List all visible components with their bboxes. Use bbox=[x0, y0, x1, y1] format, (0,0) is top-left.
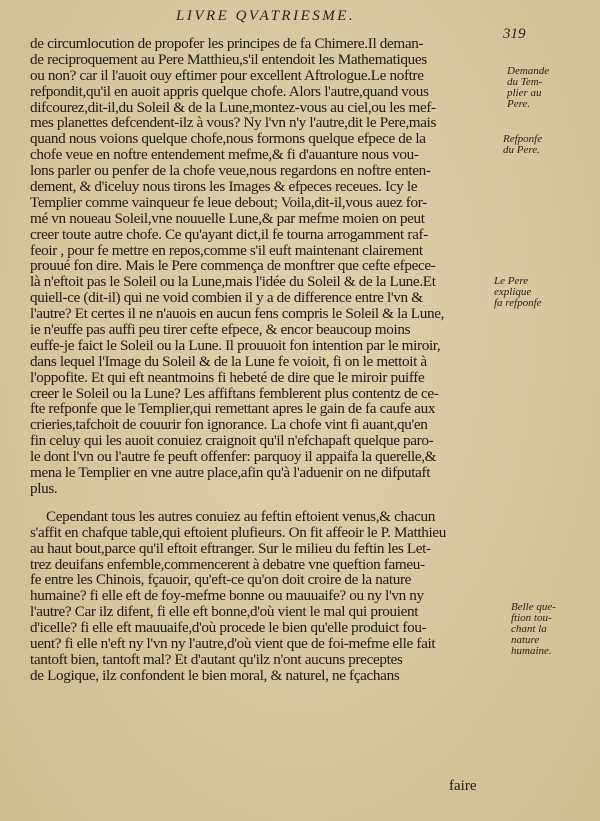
text-line: ie n'euffe pas auffi peu tirer cefte efpece, & encor beaucoup moins bbox=[30, 322, 411, 338]
running-head-title: LIVRE QVATRIESME. bbox=[176, 8, 356, 24]
text-line: creer toute autre chofe. Ce qu'ayant dict,il fe tourna arrogamment raf- bbox=[30, 226, 428, 243]
text-line: dans lequel l'Image du Soleil & de la Lune fe voioit, fi on le mettoit à bbox=[30, 353, 427, 370]
text-line: là n'eftoit pas le Soleil ou la Lune,mais l'idée du Soleil & de la Lune.Et bbox=[30, 274, 436, 291]
text-line: Templier comme vainqueur fe leue debout; Voila,dit-il,vous auez for- bbox=[30, 194, 427, 211]
text-line: fin celuy qui les auoit conuiez craignoit qu'il n'efchapaft quelque paro- bbox=[30, 433, 434, 450]
body-text bbox=[30, 36, 502, 684]
text-line: refpondit,qu'il en auoit appris quelque chofe. Alors l'autre,quand vous bbox=[30, 83, 429, 100]
text-line: humaine? fi elle eft de foy-mefme bonne ou mauuaife? ou ny l'vn ny bbox=[30, 588, 424, 605]
margin-note-line: chant la bbox=[511, 623, 547, 635]
margin-note-line: plier au bbox=[507, 87, 542, 99]
text-line bbox=[30, 497, 502, 509]
margin-note-line: ftion tou- bbox=[511, 612, 552, 624]
text-line: lons parler ou penfer de la chofe veue,nous regardons en noftre enten- bbox=[30, 163, 431, 180]
margin-note-line: Pere. bbox=[507, 98, 531, 110]
text-line: de Logique, ilz confondent le bien moral, & naturel, ne fçachans bbox=[30, 667, 400, 684]
text-line: dement, & d'iceluy nous tirons les Images & efpeces receues. Icy le bbox=[30, 179, 418, 195]
text-line: de reciproquement au Pere Matthieu,s'il entendoit les Mathematiques bbox=[30, 51, 427, 68]
text-line: l'autre? Et certes il ne n'auois en aucun fens compris le Soleil & la Lune, bbox=[30, 306, 445, 323]
text-line: quand nous voions quelque chofe,nous formons quelque efpece de la bbox=[30, 131, 426, 148]
text-line: mé vn noueau Soleil,vne nouuelle Lune,& par mefme moien on peut bbox=[30, 210, 425, 227]
margin-note bbox=[511, 602, 556, 657]
text-line: difcourez,dit-il,du Soleil & de la Lune,montez-vous au ciel,ou les mef- bbox=[30, 99, 436, 116]
text-line: de circumlocution de propofer les principes de fa Chimere.Il deman- bbox=[30, 36, 424, 52]
text-line: au haut bout,parce qu'il eftoit eftranger. Sur le milieu du feftin les Let- bbox=[30, 540, 431, 557]
text-line: feoir , pour fe mettre en repos,comme s'il euft maintenant clairement bbox=[30, 242, 423, 259]
text-line: ou non? car il l'auoit ouy eftimer pour excellent Aftrologue.Le noftre bbox=[30, 67, 424, 84]
margin-note-line: Belle que- bbox=[511, 601, 556, 613]
text-line: uent? fi elle n'eft ny l'vn ny l'autre,d'où vient que de foi-mefme elle fait bbox=[30, 635, 436, 652]
text-line: euffe-je faict le Soleil ou la Lune. Il prouuoit fon intention par le miroir, bbox=[30, 337, 441, 354]
margin-note bbox=[503, 134, 542, 156]
text-line: mena le Templier en vne autre place,afin qu'à l'aduenir on ne difputaft bbox=[30, 465, 431, 481]
margin-note-line: fa refponfe bbox=[494, 297, 542, 309]
margin-note-line: Refponfe bbox=[503, 133, 543, 145]
text-line: l'autre? Car ilz difent, fi elle eft bonne,d'où vient le mal qui prouient bbox=[30, 604, 419, 621]
text-line: prouué fon dire. Mais le Pere commença de monftrer que cefte efpece- bbox=[30, 258, 436, 275]
text-line: tantoft bien, tantoft mal? Et d'autant qu'ilz n'ont aucuns preceptes bbox=[30, 651, 403, 668]
text-line: d'icelle? fi elle eft mauuaife,d'où procede le bien qu'elle produict fou- bbox=[30, 620, 427, 636]
text-line: plus. bbox=[30, 480, 58, 497]
text-line: fe entre les Chinois, fçauoir, qu'eft-ce qu'on doit croire de la nature bbox=[30, 572, 412, 589]
text-line: creer le Soleil ou la Lune? Les affiftans femblerent plus contentz de ce- bbox=[30, 385, 439, 402]
text-line: Cependant tous les autres conuiez au feftin eftoient venus,& chacun bbox=[46, 508, 436, 525]
text-line: fte refponfe que le Templier,qui remettant apres le gain de fa caufe aux bbox=[30, 401, 436, 418]
text-line: trez deuifans enfemble,commencerent à debatre vne queftion fameu- bbox=[30, 556, 425, 573]
text-line: crieries,tafchoit de couurir fon ignorance. La chofe vint fi auant,qu'en bbox=[30, 417, 428, 434]
margin-note-line: nature bbox=[511, 634, 540, 646]
margin-note bbox=[494, 276, 542, 309]
page-number: 319 bbox=[503, 26, 526, 42]
margin-note-line: du Pere. bbox=[503, 144, 540, 156]
margin-note-line: humaine. bbox=[511, 645, 552, 657]
margin-note-line: Le Pere bbox=[494, 275, 529, 287]
catchword: faire bbox=[449, 778, 477, 794]
running-head bbox=[0, 4, 600, 42]
text-line: chofe veue en noftre entendement mefme,& fi d'auanture nous vou- bbox=[30, 147, 419, 164]
margin-note-line: Demande bbox=[507, 65, 550, 77]
margin-note-line: du Tem- bbox=[507, 76, 543, 88]
text-line: mes planettes defcendent-ilz à vous? Ny l'vn n'y l'autre,dit le Pere,mais bbox=[30, 115, 437, 132]
text-line: s'affit en chafque table,qui eftoient plufieurs. On fit affeoir le P. Matthieu bbox=[30, 524, 447, 541]
text-line: quiell-ce (dit-il) qui ne void combien il y a de difference entre l'vn & bbox=[30, 290, 423, 307]
margin-note-line: explique bbox=[494, 286, 532, 298]
text-line: l'oppofite. Et qui eft neantmoins fi hebeté de dire que le miroir puiffe bbox=[30, 369, 425, 386]
text-line: le dont l'vn ou l'autre fe peuft offenfer: parquoy il appaifa la querelle,& bbox=[30, 449, 437, 466]
margin-note bbox=[507, 66, 549, 110]
